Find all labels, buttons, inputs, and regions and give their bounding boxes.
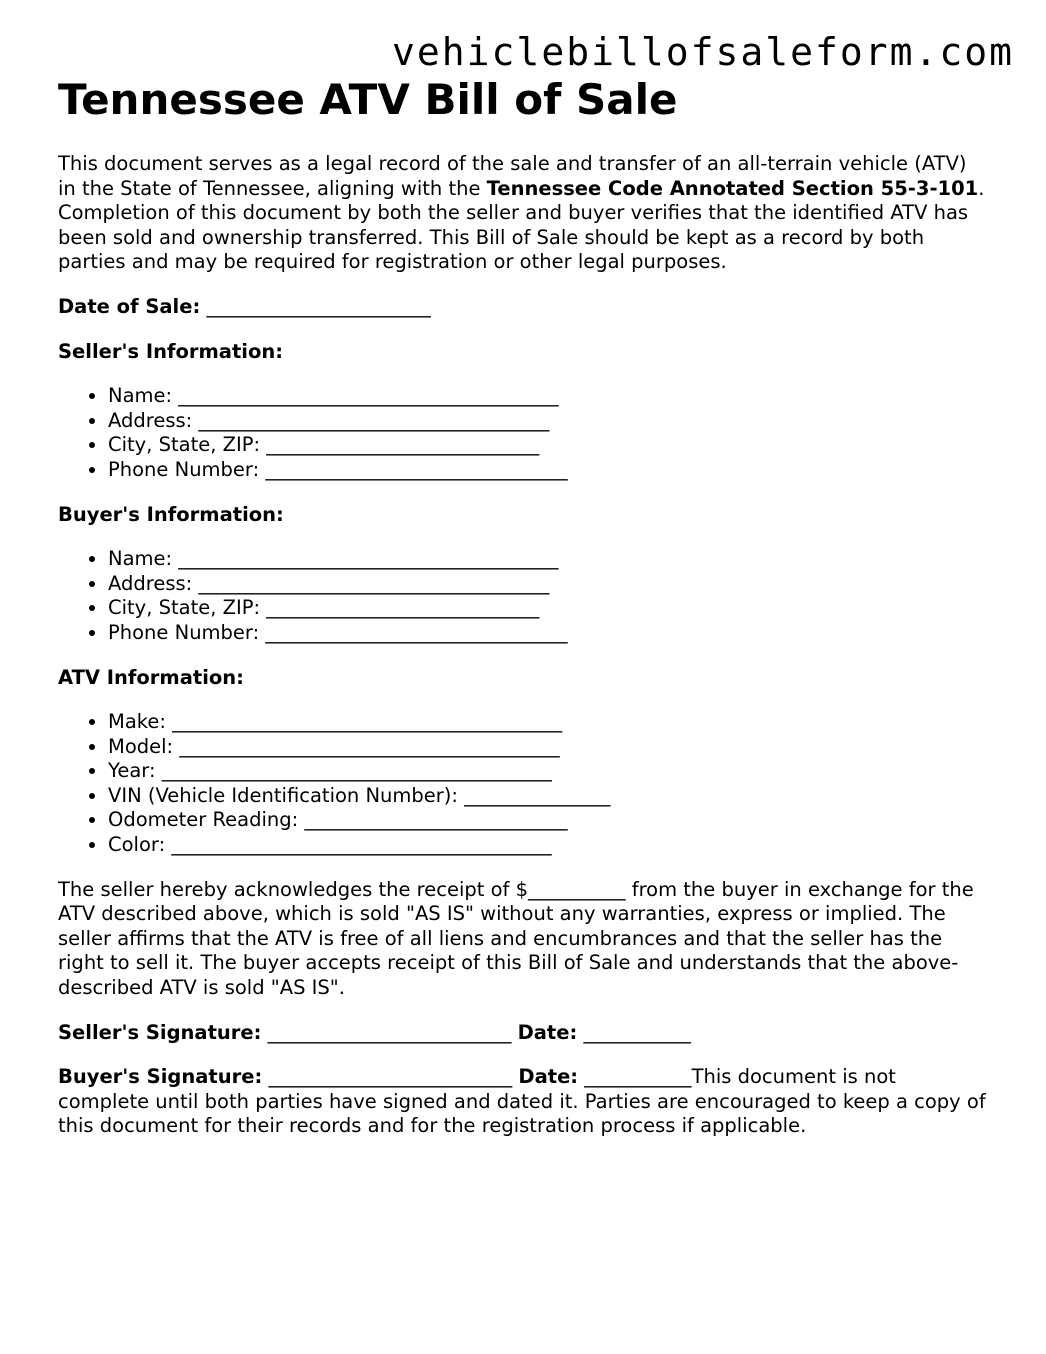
buyer-info-heading: Buyer's Information:: [58, 502, 284, 526]
seller-date-label: Date:: [517, 1020, 578, 1044]
atv-vin-field[interactable]: • VIN (Vehicle Identification Number): _______________: [108, 784, 988, 809]
seller-signature-line: [58, 1021, 988, 1046]
acknowledgment-paragraph: The seller hereby acknowledges the receipt of $__________ from the buyer in exchange for the ATV described above, which is sold "AS IS" without any warranties, express or implied. The seller affirms that the ATV is free of all liens and encumbrances and that the seller has the right to sell it. The buyer accepts receipt of this Bill of Sale and understands that the above-described ATV is sold "AS IS".: [58, 877, 974, 1000]
atv-info-heading: ATV Information:: [58, 665, 244, 689]
seller-signature-field[interactable]: _________________________: [261, 1020, 518, 1044]
buyer-date-label: Date:: [518, 1065, 579, 1089]
buyer-signature-label: Buyer's Signature:: [58, 1065, 263, 1089]
statute-reference: Tennessee Code Annotated Section 55-3-101: [486, 176, 979, 200]
document-page: [58, 74, 988, 1139]
intro-text-2: . Completion of this document by both the seller and buyer verifies that the identified ATV has been sold and ownership transferred. This Bill of Sale should be kept as a record by both parties and may be required for registration or other legal purposes.: [58, 176, 985, 274]
atv-make-field[interactable]: • Make: ________________________________________: [108, 710, 988, 735]
seller-name-field[interactable]: • Name: _______________________________________: [108, 384, 988, 409]
buyer-city-state-zip-field[interactable]: • City, State, ZIP: ____________________________: [108, 596, 988, 621]
seller-date-field[interactable]: ___________: [577, 1020, 691, 1044]
buyer-address-field[interactable]: • Address: ____________________________________: [108, 572, 988, 597]
page-title: Tennessee ATV Bill of Sale: [58, 75, 678, 124]
buyer-phone-field[interactable]: • Phone Number: _______________________________: [108, 621, 988, 646]
buyer-name-field[interactable]: • Name: _______________________________________: [108, 547, 988, 572]
date-of-sale-label: Date of Sale:: [58, 294, 201, 318]
atv-info-list: [58, 710, 988, 858]
buyer-signature-line: [58, 1065, 988, 1139]
atv-odometer-field[interactable]: • Odometer Reading: ___________________________: [108, 808, 988, 833]
date-of-sale-field[interactable]: _______________________: [200, 294, 431, 318]
atv-model-field[interactable]: • Model: _______________________________________: [108, 735, 988, 760]
buyer-date-field[interactable]: ___________: [578, 1065, 692, 1089]
atv-color-field[interactable]: • Color: _______________________________________: [108, 833, 988, 858]
buyer-info-list: [58, 547, 988, 645]
seller-info-heading: Seller's Information:: [58, 339, 284, 363]
seller-phone-field[interactable]: • Phone Number: _______________________________: [108, 458, 988, 483]
date-of-sale-line: [58, 295, 988, 320]
closing-note: This document is not complete until both parties have signed and dated it. Parties are encouraged to keep a copy of this document for their records and for the registration process if applicable.: [58, 1065, 986, 1138]
seller-signature-label: Seller's Signature:: [58, 1020, 262, 1044]
seller-address-field[interactable]: • Address: ____________________________________: [108, 409, 988, 434]
seller-city-state-zip-field[interactable]: • City, State, ZIP: ____________________________: [108, 433, 988, 458]
seller-info-list: [58, 384, 988, 482]
buyer-signature-field[interactable]: _________________________: [262, 1065, 519, 1089]
atv-year-field[interactable]: • Year: ________________________________________: [108, 759, 988, 784]
intro-text-1: This document serves as a legal record of the sale and transfer of an all-terrain vehicle (ATV) in the State of Tennessee, aligning with the: [58, 152, 967, 200]
watermark-url: vehiclebillofsaleform.com: [392, 30, 1014, 74]
intro-paragraph: [58, 152, 988, 275]
